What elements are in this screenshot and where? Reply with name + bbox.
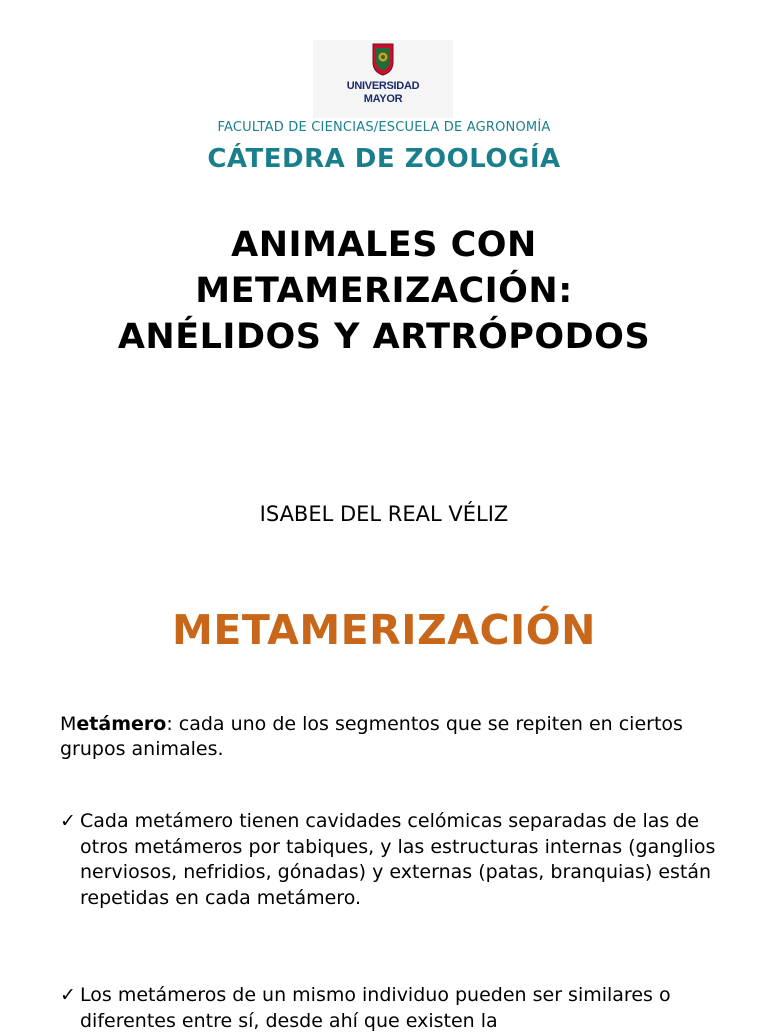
logo-text-universidad: UNIVERSIDAD [346,80,420,92]
main-title [0,222,768,360]
definition-paragraph [60,712,720,762]
university-logo [313,40,453,118]
main-title-line-2: METAMERIZACIÓN: [195,271,573,311]
shield-icon [371,42,395,76]
definition-term: etámero [76,713,167,735]
bullet-item [60,983,720,1034]
checkmark-icon: ✓ [60,984,76,1006]
author-name: ISABEL DEL REAL VÉLIZ [259,502,509,526]
definition-term-prefix: M [60,713,77,735]
bullet-text: Los metámeros de un mismo individuo pueden ser similares o diferentes entre sí, desde ahí que existen la [80,984,671,1032]
main-title-line-1: ANIMALES CON [231,225,537,265]
catedra-title: CÁTEDRA DE ZOOLOGÍA [207,144,561,174]
bullet-text: Cada metámero tienen cavidades celómicas separadas de las de otros metámeros por tabiques, y las estructuras internas (ganglios nerviosos, nefridios, gónadas) y externas (patas, branquias) están repetidas en cada metámero. [80,810,716,909]
logo-text-mayor: MAYOR [363,93,403,105]
main-title-line-3: ANÉLIDOS Y ARTRÓPODOS [117,317,651,357]
faculty-label: FACULTAD DE CIENCIAS/ESCUELA DE AGRONOMÍA [217,120,551,135]
section-title: METAMERIZACIÓN [172,606,596,654]
definition-text: : cada uno de los segmentos que se repiten en ciertos grupos animales. [60,713,683,760]
checkmark-icon: ✓ [60,810,76,832]
bullet-item [60,809,720,911]
